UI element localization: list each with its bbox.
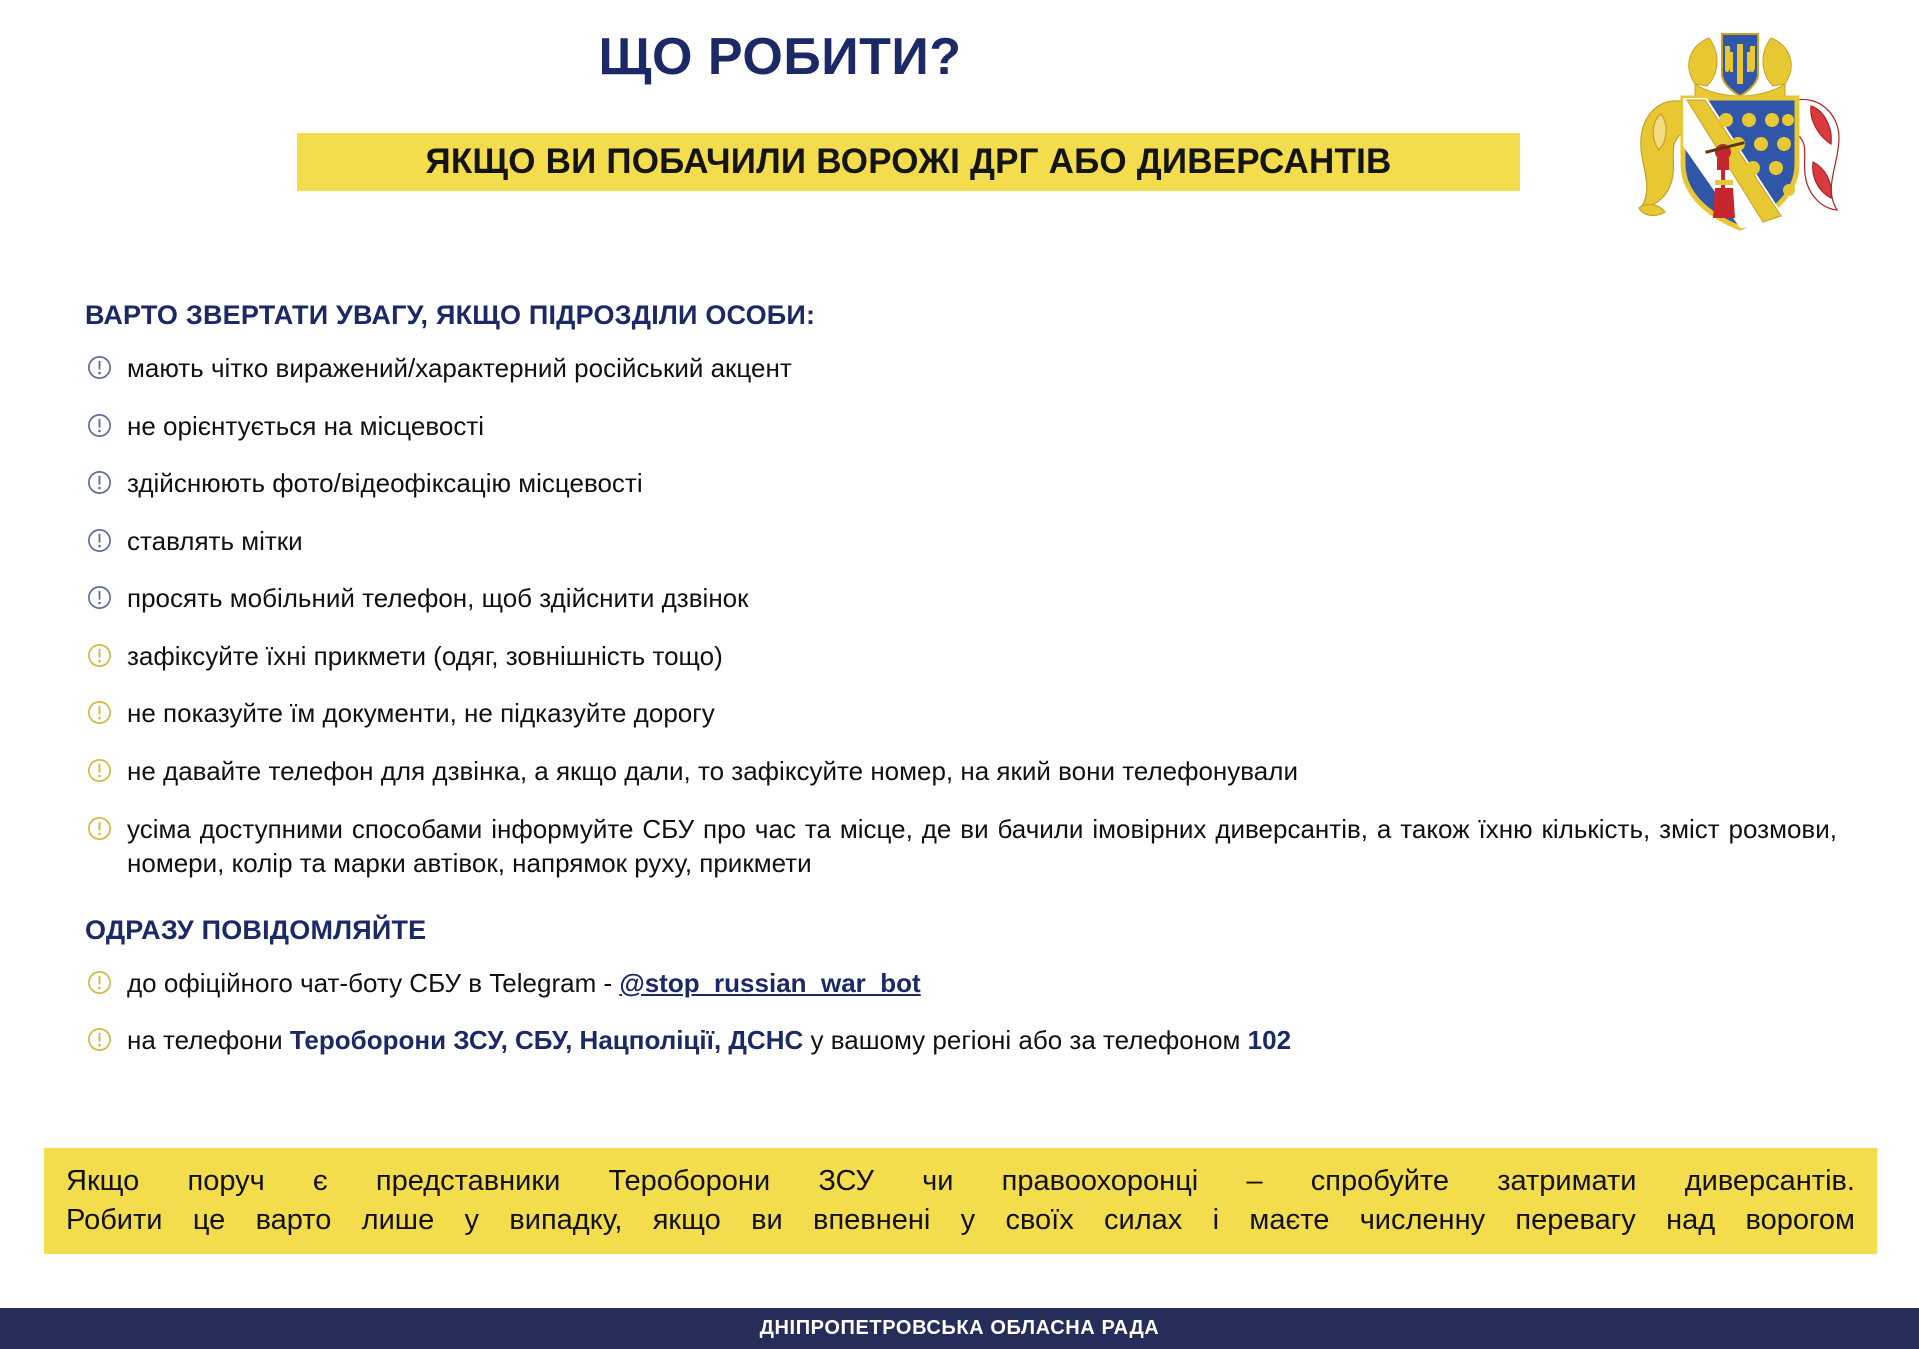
footer-bar <box>0 1308 1919 1349</box>
list-item <box>85 581 1845 616</box>
callout-line-2: Робити це варто лише у випадку, якщо ви впевнені у своїх силах і маєте численну перевагу над ворогом <box>66 1204 1855 1236</box>
list-item <box>85 409 1845 444</box>
main-content <box>85 300 1845 1058</box>
exclamation-circle-icon <box>87 758 112 783</box>
list-item <box>85 466 1845 501</box>
hotline-prefix: на телефони <box>127 1025 290 1056</box>
exclamation-circle-icon <box>87 470 112 495</box>
list-item <box>85 696 1845 731</box>
list-item-text: зафіксуйте їхні прикмети (одяг, зовнішність тощо) <box>127 640 723 671</box>
list-item <box>85 754 1845 789</box>
exclamation-circle-icon <box>87 585 112 610</box>
list-item-text: ставлять мітки <box>127 525 303 556</box>
list-item-text: здійснюють фото/відеофіксацію місцевості <box>127 468 643 499</box>
list-item <box>85 812 1845 881</box>
exclamation-circle-icon <box>87 970 112 995</box>
list-item-text: не показуйте їм документи, не підказуйте дорогу <box>127 698 715 729</box>
headline-banner <box>297 133 1520 191</box>
callout-line-1: Якщо поруч є представники Тероборони ЗСУ чи правоохоронці – спробуйте затримати диверсантів. <box>66 1164 1855 1197</box>
telegram-bot-prefix: до офіційного чат-боту СБУ в Telegram - <box>127 967 620 998</box>
exclamation-circle-icon <box>87 700 112 725</box>
hotline-services: Тероборони ЗСУ, СБУ, Нацполіції, ДСНС <box>289 1025 804 1056</box>
exclamation-circle-icon <box>87 355 112 380</box>
list-item <box>85 524 1845 559</box>
exclamation-circle-icon <box>87 816 112 841</box>
exclamation-circle-icon <box>87 413 112 438</box>
list-item-text: просять мобільний телефон, щоб здійснити дзвінок <box>127 583 749 614</box>
footer-text: ДНІПРОПЕТРОВСЬКА ОБЛАСНА РАДА <box>759 1317 1160 1339</box>
attention-list <box>85 351 1845 881</box>
callout-box <box>44 1148 1877 1254</box>
telegram-bot-link[interactable]: @stop_russian_war_bot <box>619 967 921 998</box>
list-item-text: мають чітко виражений/характерний російський акцент <box>127 353 792 383</box>
exclamation-circle-icon <box>87 643 112 668</box>
exclamation-circle-icon <box>87 528 112 553</box>
hotline-middle: у вашому регіоні або за телефоном <box>803 1025 1248 1056</box>
list-item <box>85 639 1845 674</box>
list-item <box>85 351 1845 386</box>
exclamation-circle-icon <box>87 1027 112 1052</box>
list-item-text: не давайте телефон для дзвінка, а якщо дали, то зафіксуйте номер, на який вони телефонували <box>127 756 1298 787</box>
report-list <box>85 966 1845 1058</box>
list-item-text: усіма доступними способами інформуйте СБУ про час та місце, де ви бачили імовірних диверсантів, а також їхню кількість, зміст розмови, номери, колір та марки автівок, напрямок руху, прикмети <box>127 813 1837 879</box>
section-heading-report: ОДРАЗУ ПОВІДОМЛЯЙТЕ <box>85 914 427 945</box>
coat-of-arms-icon <box>1625 22 1855 234</box>
hotline-number: 102 <box>1247 1025 1292 1056</box>
headline-banner-text: ЯКЩО ВИ ПОБАЧИЛИ ВОРОЖІ ДРГ АБО ДИВЕРСАНТІВ <box>425 142 1392 181</box>
list-item <box>85 1023 1845 1058</box>
list-item <box>85 966 1845 1001</box>
page-title: ЩО РОБИТИ? <box>598 28 962 86</box>
section-heading-attention: ВАРТО ЗВЕРТАТИ УВАГУ, ЯКЩО ПІДРОЗДІЛИ ОСОБИ: <box>85 300 816 330</box>
list-item-text: не орієнтується на місцевості <box>127 410 485 441</box>
